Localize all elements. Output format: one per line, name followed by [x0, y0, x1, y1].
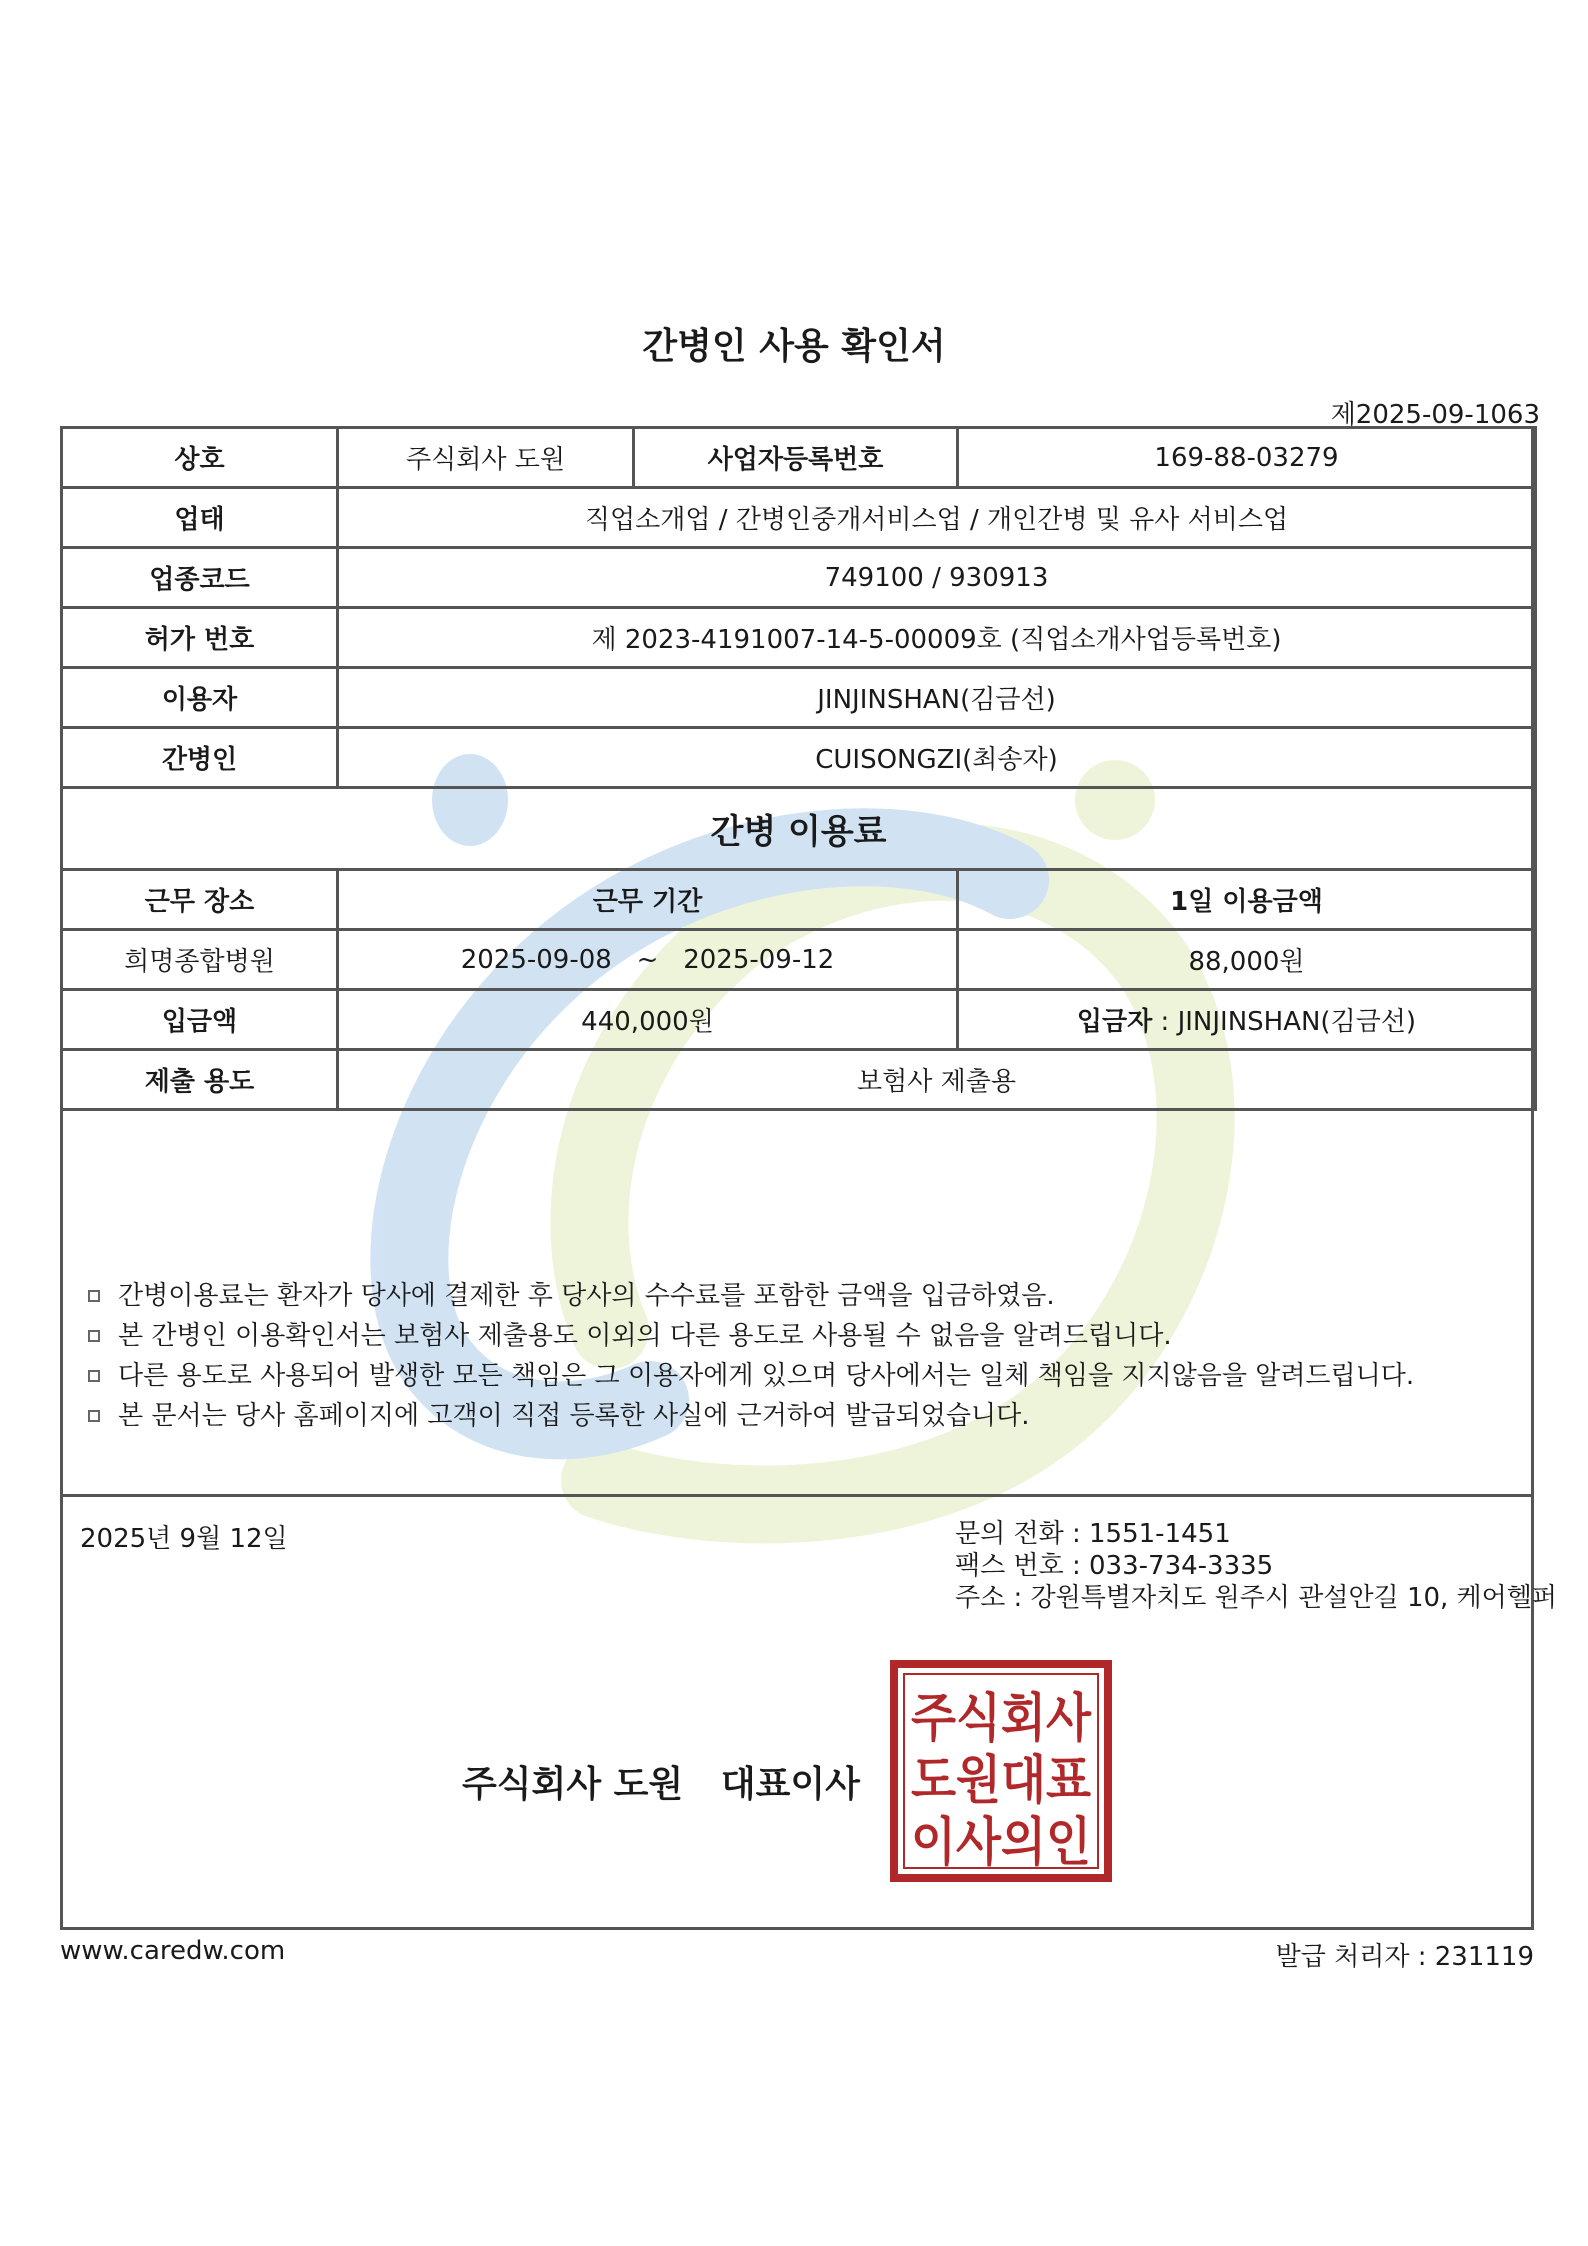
business-type-label: 업태	[62, 488, 338, 548]
note-text: 본 문서는 당사 홈페이지에 고객이 직접 등록한 사실에 근거하여 발급되었습니다.	[118, 1401, 1030, 1431]
contact-address: 주소 : 강원특별자치도 원주시 관설안길 10, 케어헬퍼	[955, 1583, 1558, 1613]
period-start: 2025-09-08	[460, 944, 612, 975]
section-divider	[60, 1494, 1534, 1497]
user-label: 이용자	[62, 668, 338, 728]
row-deposit	[62, 990, 1536, 1050]
note-item	[88, 1316, 1414, 1356]
daily-header: 1일 이용금액	[958, 870, 1536, 930]
issuer-id: 발급 처리자 : 231119	[1275, 1942, 1534, 1972]
license-value: 제 2023-4191007-14-5-00009호 (직업소개사업등록번호)	[338, 608, 1536, 668]
note-text: 본 간병인 이용확인서는 보험사 제출용도 이외의 다른 용도로 사용될 수 없음을 알려드립니다.	[118, 1321, 1172, 1351]
company-signature	[462, 1756, 860, 1807]
place-value: 희명종합병원	[62, 930, 338, 990]
square-bullet-icon	[88, 1330, 100, 1342]
deposit-value: 440,000원	[338, 990, 958, 1050]
note-item	[88, 1356, 1414, 1396]
row-industry-code	[62, 548, 1536, 608]
row-license	[62, 608, 1536, 668]
row-fee-headers	[62, 870, 1536, 930]
company-seal-stamp	[890, 1660, 1112, 1882]
square-bullet-icon	[88, 1290, 100, 1302]
signature-representative: 대표이사	[720, 1764, 860, 1805]
note-text: 다른 용도로 사용되어 발생한 모든 책임은 그 이용자에게 있으며 당사에서는 일체 책임을 지지않음을 알려드립니다.	[118, 1361, 1415, 1391]
notes-list	[88, 1276, 1414, 1436]
depositor-cell	[958, 990, 1536, 1050]
seal-line-3: 이사의인	[911, 1813, 1091, 1873]
square-bullet-icon	[88, 1370, 100, 1382]
industry-code-label: 업종코드	[62, 548, 338, 608]
business-type-value: 직업소개업 / 간병인중개서비스업 / 개인간병 및 유사 서비스업	[338, 488, 1536, 548]
contact-info	[955, 1518, 1557, 1614]
row-business-type	[62, 488, 1536, 548]
user-value: JINJINSHAN(김금선)	[338, 668, 1536, 728]
note-item	[88, 1396, 1414, 1436]
company-label: 상호	[62, 428, 338, 488]
biz-reg-value: 169-88-03279	[958, 428, 1536, 488]
deposit-label: 입금액	[62, 990, 338, 1050]
row-company	[62, 428, 1536, 488]
row-fee-section	[62, 788, 1536, 870]
purpose-value: 보험사 제출용	[338, 1050, 1536, 1110]
row-purpose	[62, 1050, 1536, 1110]
license-label: 허가 번호	[62, 608, 338, 668]
depositor-value: : JINJINSHAN(김금선)	[1152, 1007, 1417, 1037]
row-user	[62, 668, 1536, 728]
caregiver-label: 간병인	[62, 728, 338, 788]
place-header: 근무 장소	[62, 870, 338, 930]
depositor-label: 입금자	[1076, 1007, 1153, 1037]
note-item	[88, 1276, 1414, 1316]
caregiver-value: CUISONGZI(최송자)	[338, 728, 1536, 788]
square-bullet-icon	[88, 1410, 100, 1422]
period-header: 근무 기간	[338, 870, 958, 930]
signature-company-name: 주식회사 도원	[462, 1764, 684, 1805]
contact-phone: 문의 전화 : 1551-1451	[955, 1519, 1231, 1549]
contact-fax: 팩스 번호 : 033-734-3335	[955, 1551, 1274, 1581]
row-fee-values	[62, 930, 1536, 990]
period-value	[338, 930, 958, 990]
period-end: 2025-09-12	[683, 944, 835, 975]
seal-line-2: 도원대표	[911, 1751, 1091, 1811]
website-url: www.caredw.com	[60, 1936, 286, 1966]
issue-date: 2025년 9월 12일	[80, 1524, 288, 1554]
document-title: 간병인 사용 확인서	[642, 326, 946, 367]
company-value: 주식회사 도원	[338, 428, 634, 488]
info-table	[60, 426, 1537, 1111]
fee-section-title: 간병 이용료	[62, 788, 1536, 870]
note-text: 간병이용료는 환자가 당사에 결제한 후 당사의 수수료를 포함한 금액을 입금하였음.	[118, 1281, 1055, 1311]
period-separator: ~	[636, 944, 659, 975]
row-caregiver	[62, 728, 1536, 788]
daily-value: 88,000원	[958, 930, 1536, 990]
seal-line-1: 주식회사	[911, 1689, 1092, 1749]
industry-code-value: 749100 / 930913	[338, 548, 1536, 608]
biz-reg-label: 사업자등록번호	[634, 428, 958, 488]
document-number: 제2025-09-1063	[1330, 400, 1540, 430]
purpose-label: 제출 용도	[62, 1050, 338, 1110]
